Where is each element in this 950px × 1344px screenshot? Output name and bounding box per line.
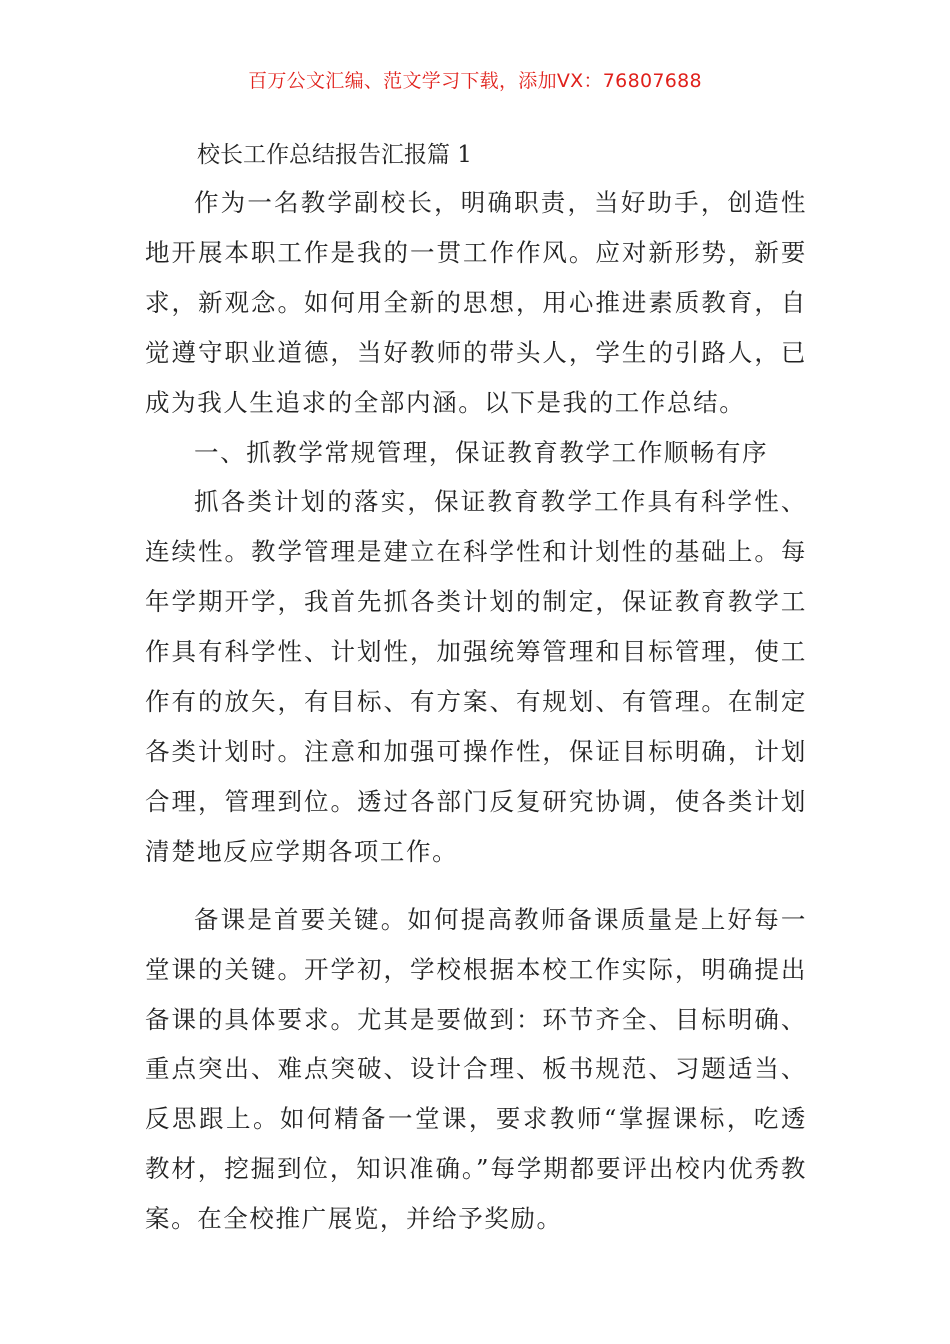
- document-body: [145, 132, 807, 1244]
- watermark-banner: 百万公文汇编、范文学习下载，添加VX：76807688: [248, 70, 702, 92]
- paragraph-plans: 抓各类计划的落实，保证教育教学工作具有科学性、连续性。教学管理是建立在科学性和计划性的基础上。每年学期开学，我首先抓各类计划的制定，保证教育教学工作具有科学性、计划性，加强统筹管理和目标管理，使工作有的放矢，有目标、有方案、有规划、有管理。在制定各类计划时。注意和加强可操作性，保证目标明确，计划合理，管理到位。透过各部门反复研究协调，使各类计划清楚地反应学期各项工作。: [145, 487, 807, 866]
- section-heading-1: 一、抓教学常规管理，保证教育教学工作顺畅有序: [194, 437, 769, 467]
- document-title: 校长工作总结报告汇报篇 1: [197, 142, 472, 168]
- paragraph-intro: 作为一名教学副校长，明确职责，当好助手，创造性地开展本职工作是我的一贯工作作风。应对新形势，新要求，新观念。如何用全新的思想，用心推进素质教育，自觉遵守职业道德，当好教师的带头人，学生的引路人，已成为我人生追求的全部内涵。以下是我的工作总结。: [145, 188, 807, 417]
- paragraph-lesson-prep: 备课是首要关键。如何提高教师备课质量是上好每一堂课的关键。开学初，学校根据本校工作实际，明确提出备课的具体要求。尤其是要做到：环节齐全、目标明确、重点突出、难点突破、设计合理、板书规范、习题适当、反思跟上。如何精备一堂课，要求教师“掌握课标，吃透教材，挖掘到位，知识准确。”每学期都要评出校内优秀教案。在全校推广展览，并给予奖励。: [145, 904, 807, 1234]
